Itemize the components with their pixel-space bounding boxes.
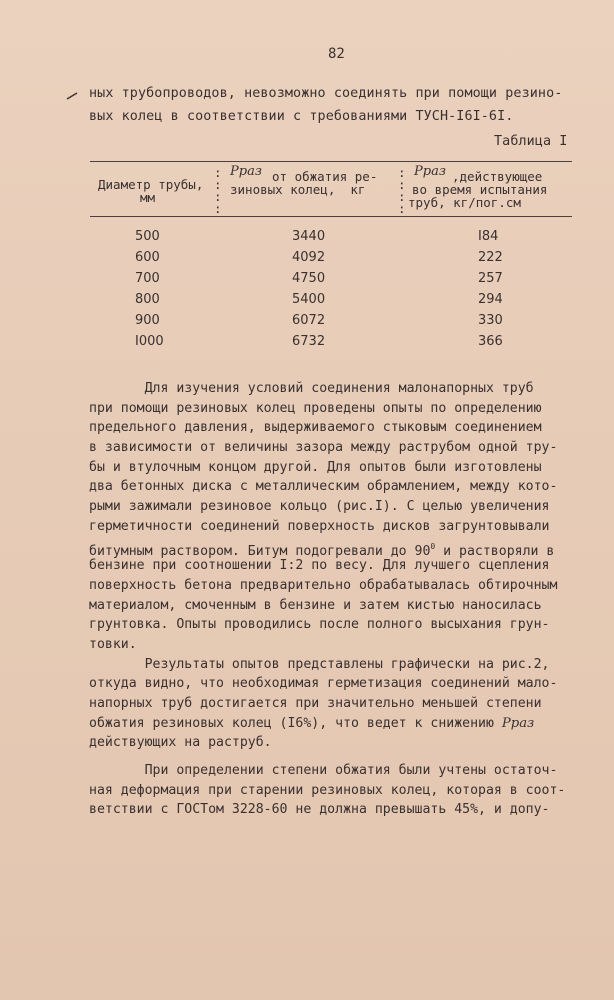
p-raz-symbol: Pраз bbox=[501, 715, 535, 731]
body-line: рыми зажимали резиновое кольцо (рис.I). С целью увеличения bbox=[89, 499, 550, 515]
body-line: ветствии с ГОСТом 3228-60 не должна превышать 45%, и допу- bbox=[89, 802, 550, 818]
header-col3-line1: ,действующее bbox=[452, 169, 543, 184]
body-line: При определении степени обжатия были учтены остаточ- bbox=[89, 763, 558, 779]
body-line: материалом, смоченным в бензине и затем кистью наносилась bbox=[89, 597, 542, 613]
table-top-rule bbox=[90, 161, 572, 162]
cell-p-compression: 4092 bbox=[292, 250, 326, 265]
cell-p-test: 222 bbox=[478, 250, 503, 265]
table-caption: Таблица I bbox=[494, 134, 568, 149]
body-line bbox=[89, 537, 589, 557]
degree-superscript: 0 bbox=[430, 541, 436, 551]
cell-p-compression: 6072 bbox=[292, 313, 326, 328]
body-line: герметичности соединений поверхность дисков загрунтовывали bbox=[89, 518, 550, 534]
header-col3-line3: труб, кг/пог.см bbox=[408, 195, 521, 210]
cell-diameter: 900 bbox=[135, 313, 160, 328]
cell-p-test: 366 bbox=[478, 334, 503, 349]
body-line bbox=[89, 714, 589, 734]
body-line: напорных труб достигается при значительно меньшей степени bbox=[89, 696, 542, 711]
header-col2-line2: зиновых колец, кг bbox=[230, 182, 366, 197]
cell-p-compression: 5400 bbox=[292, 292, 326, 307]
body-line: Результаты опытов представлены графически на рис.2, bbox=[89, 656, 550, 672]
header-col1-line2: мм bbox=[140, 190, 156, 205]
cell-diameter: 500 bbox=[135, 229, 160, 244]
body-line: поверхность бетона предварительно обрабатывалась обтирочным bbox=[89, 577, 558, 593]
header-col3-line2: во время испытания bbox=[412, 182, 548, 197]
body-line: ная деформация при старении резиновых колец, которая в соот- bbox=[89, 782, 566, 798]
body-line-tail: и растворяли в bbox=[435, 543, 555, 559]
cell-diameter: 600 bbox=[135, 250, 160, 265]
cell-p-test: I84 bbox=[478, 229, 499, 244]
table-header-rule bbox=[90, 216, 572, 217]
intro-line-1: ных трубопроводов, невозможно соединять при помощи резино- bbox=[89, 86, 563, 101]
body-line: бы и втулочным концом другой. Для опытов были изготовлены bbox=[89, 459, 542, 475]
body-line: в зависимости от величины зазора между раструбом одной тру- bbox=[89, 440, 558, 456]
cell-p-compression: 3440 bbox=[292, 229, 326, 244]
body-line: при помощи резиновых колец проведены опыты по определению bbox=[89, 400, 542, 416]
body-line: грунтовка. Опыты проводились после полного высыхания грун- bbox=[89, 617, 550, 633]
body-line: откуда видно, что необходимая герметизация соединений мало- bbox=[89, 676, 558, 692]
cell-p-compression: 4750 bbox=[292, 271, 326, 286]
header-col2-symbol: Pраз bbox=[230, 164, 262, 179]
cell-p-compression: 6732 bbox=[292, 334, 326, 349]
intro-line-2: вых колец в соответствии с требованиями ТУСН-I6I-6I. bbox=[89, 109, 514, 124]
cell-diameter: I000 bbox=[135, 334, 164, 349]
cell-diameter: 800 bbox=[135, 292, 160, 307]
body-line: товки. bbox=[89, 636, 137, 652]
page-number: 82 bbox=[328, 46, 345, 62]
body-line: бензине при соотношении I:2 по весу. Для лучшего сцепления bbox=[89, 558, 550, 574]
body-text bbox=[89, 379, 589, 820]
header-col1-line1: Диаметр трубы, bbox=[98, 177, 204, 192]
body-line: два бетонных диска с металлическим обрамлением, между кото- bbox=[89, 479, 558, 495]
cell-p-test: 330 bbox=[478, 313, 503, 328]
body-line-text: битумным раствором. Битум подогревали до 90 bbox=[89, 543, 431, 559]
paragraph-gap bbox=[89, 753, 589, 761]
margin-mark-icon bbox=[66, 92, 78, 100]
body-line: предельного давления, выдерживаемого стыковым соединением bbox=[89, 420, 542, 436]
cell-diameter: 700 bbox=[135, 271, 160, 286]
body-line: действующих на раструб. bbox=[89, 735, 272, 751]
cell-p-test: 257 bbox=[478, 271, 503, 286]
header-col3-symbol: Pраз bbox=[414, 164, 446, 179]
header-separator-2: : : : : bbox=[398, 165, 406, 216]
cell-p-test: 294 bbox=[478, 292, 503, 307]
header-col2-line1: от обжатия ре- bbox=[272, 169, 378, 184]
body-line: Для изучения условий соединения малонапорных труб bbox=[89, 381, 534, 396]
body-line-text: обжатия резиновых колец (I6%), что ведет к снижению bbox=[89, 715, 494, 731]
header-separator-1: : : : : bbox=[214, 165, 222, 216]
